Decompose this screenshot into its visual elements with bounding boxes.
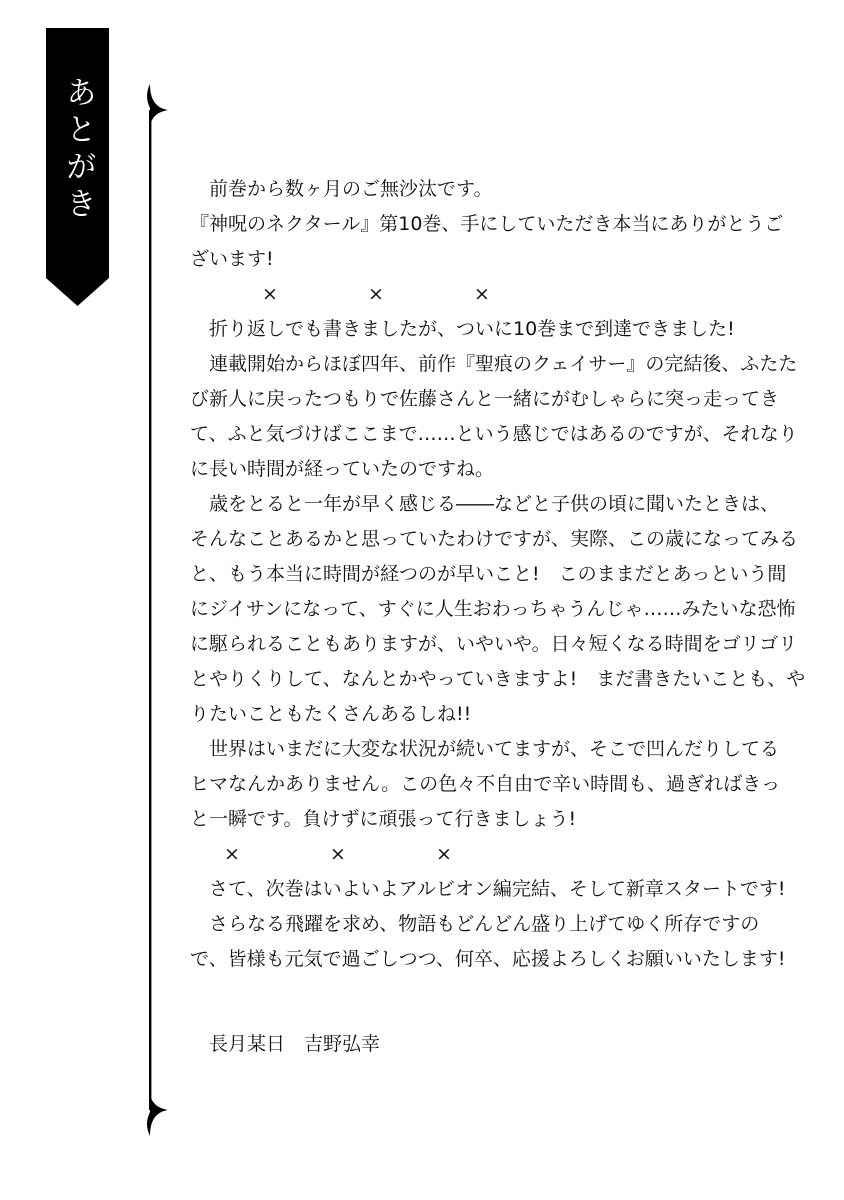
text-line: とやりくりして、なんとかやっていきますよ! まだ書きたいことも、や xyxy=(190,668,806,690)
text-line: そんなことあるかと思っていたわけですが、実際、この歳になってみる xyxy=(190,528,799,550)
separator-mark: × xyxy=(474,283,490,305)
text-line: 連載開始からほぼ四年、前作『聖痕のクェイサー』の完結後、ふたた xyxy=(209,353,798,375)
text-line: で、皆様も元気で過ごしつつ、何卒、応援よろしくお願いいたします! xyxy=(190,948,786,970)
separator-mark: × xyxy=(330,843,346,865)
text-line: にジイサンになって、すぐに人生おわっちゃうんじゃ……みたいな恐怖 xyxy=(190,598,796,620)
afterword-body xyxy=(190,172,806,977)
text-line: さらなる飛躍を求め、物語もどんどん盛り上げてゆく所存ですの xyxy=(209,913,760,935)
text-line: と、もう本当に時間が経つのが早いこと! このままだとあっという間 xyxy=(190,563,787,585)
separator-mark: × xyxy=(224,843,240,865)
separator-mark: × xyxy=(436,843,452,865)
text-line: ヒマなんかありません。この色々不自由で辛い時間も、過ぎればきっ xyxy=(190,773,781,795)
text-line: と一瞬です。負けずに頑張って行きましょう! xyxy=(190,808,577,830)
text-line: に駆られることもありますが、いやいや。日々短くなる時間をゴリゴリ xyxy=(190,633,798,655)
separator-mark: × xyxy=(262,283,278,305)
text-line: りたいこともたくさんあるしね!! xyxy=(190,703,472,725)
decorative-vertical-rule xyxy=(140,70,170,1150)
text-line: 『神呪のネクタール』第10巻、手にしていただき本当にありがとうご xyxy=(190,213,784,235)
section-title: あとがき xyxy=(60,76,96,224)
text-line: に長い時間が経っていたのですね。 xyxy=(190,458,495,480)
text-line: 世界はいまだに大変な状況が続いてますが、そこで凹んだりしてる xyxy=(209,738,780,760)
separator-mark: × xyxy=(368,283,384,305)
text-line: び新人に戻ったつもりで佐藤さんと一緒にがむしゃらに突っ走ってき xyxy=(190,388,780,410)
text-line: さて、次巻はいよいよアルビオン編完結、そして新章スタートです! xyxy=(209,878,786,900)
signature: 長月某日 吉野弘幸 xyxy=(209,1033,381,1055)
separator-marks xyxy=(190,277,750,312)
text-line: て、ふと気づけばここまで……という感じではあるのですが、それなり xyxy=(190,423,798,445)
text-line: 歳をとると一年が早く感じる――などと子供の頃に聞いたときは、 xyxy=(209,493,780,515)
text-line: 前巻から数ヶ月のご無沙汰です。 xyxy=(209,178,493,200)
text-line: 折り返しでも書きましたが、ついに10巻まで到達できました! xyxy=(209,318,735,340)
text-line: ざいます! xyxy=(190,248,274,270)
separator-marks xyxy=(190,837,750,872)
